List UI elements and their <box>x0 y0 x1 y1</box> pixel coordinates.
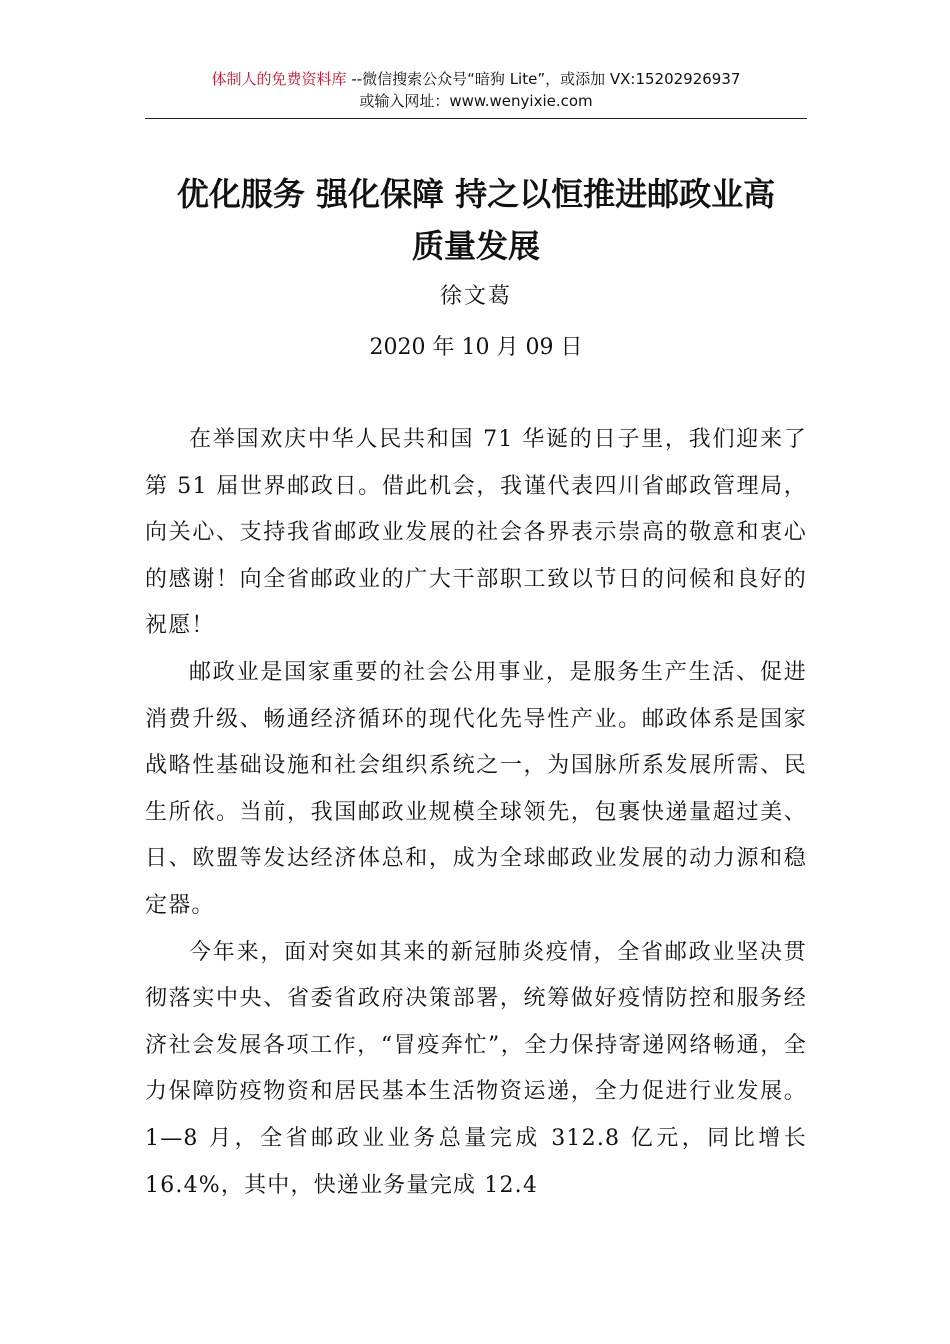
document-body <box>145 417 807 1209</box>
header-website[interactable]: 或输入网址：www.wenyixie.com <box>359 92 593 110</box>
document-title <box>145 168 807 272</box>
header-contact: --微信搜索公众号“暗狗 Lite”，或添加 VX:15202926937 <box>346 70 741 88</box>
header-line-1 <box>145 68 807 90</box>
body-paragraph-1: 在举国欢庆中华人民共和国 71 华诞的日子里，我们迎来了第 51 届世界邮政日。借此机会，我谨代表四川省邮政管理局，向关心、支持我省邮政业发展的社会各界表示崇高的敬意和衷心的感谢！向全省邮政业的广大干部职工致以节日的问候和良好的祝愿！ <box>145 427 807 639</box>
header-divider <box>145 118 807 119</box>
title-line-1: 优化服务 强化保障 持之以恒推进邮政业高 <box>176 175 776 213</box>
title-line-2: 质量发展 <box>411 227 540 265</box>
body-paragraph-3: 今年来，面对突如其来的新冠肺炎疫情，全省邮政业坚决贯彻落实中央、省委省政府决策部署，统筹做好疫情防控和服务经济社会发展各项工作，“冒疫奔忙”，全力保持寄递网络畅通，全力保障防疫物资和居民基本生活物资运递，全力促进行业发展。1—8 月，全省邮政业业务总量完成 312.8 亿元，同比增长 16.4%，其中，快递业务量完成 12.4 <box>145 939 807 1198</box>
body-paragraph-2: 邮政业是国家重要的社会公用事业，是服务生产生活、促进消费升级、畅通经济循环的现代化先导性产业。邮政体系是国家战略性基础设施和社会组织系统之一，为国脉所系发展所需、民生所依。当前，我国邮政业规模全球领先，包裹快递量超过美、日、欧盟等发达经济体总和，成为全球邮政业发展的动力源和稳定器。 <box>145 659 807 918</box>
header-brand[interactable]: 体制人的免费资料库 <box>211 70 347 88</box>
page-header <box>145 68 807 112</box>
document-date: 2020 年 10 月 09 日 <box>369 335 583 360</box>
document-author: 徐文葛 <box>439 284 512 309</box>
